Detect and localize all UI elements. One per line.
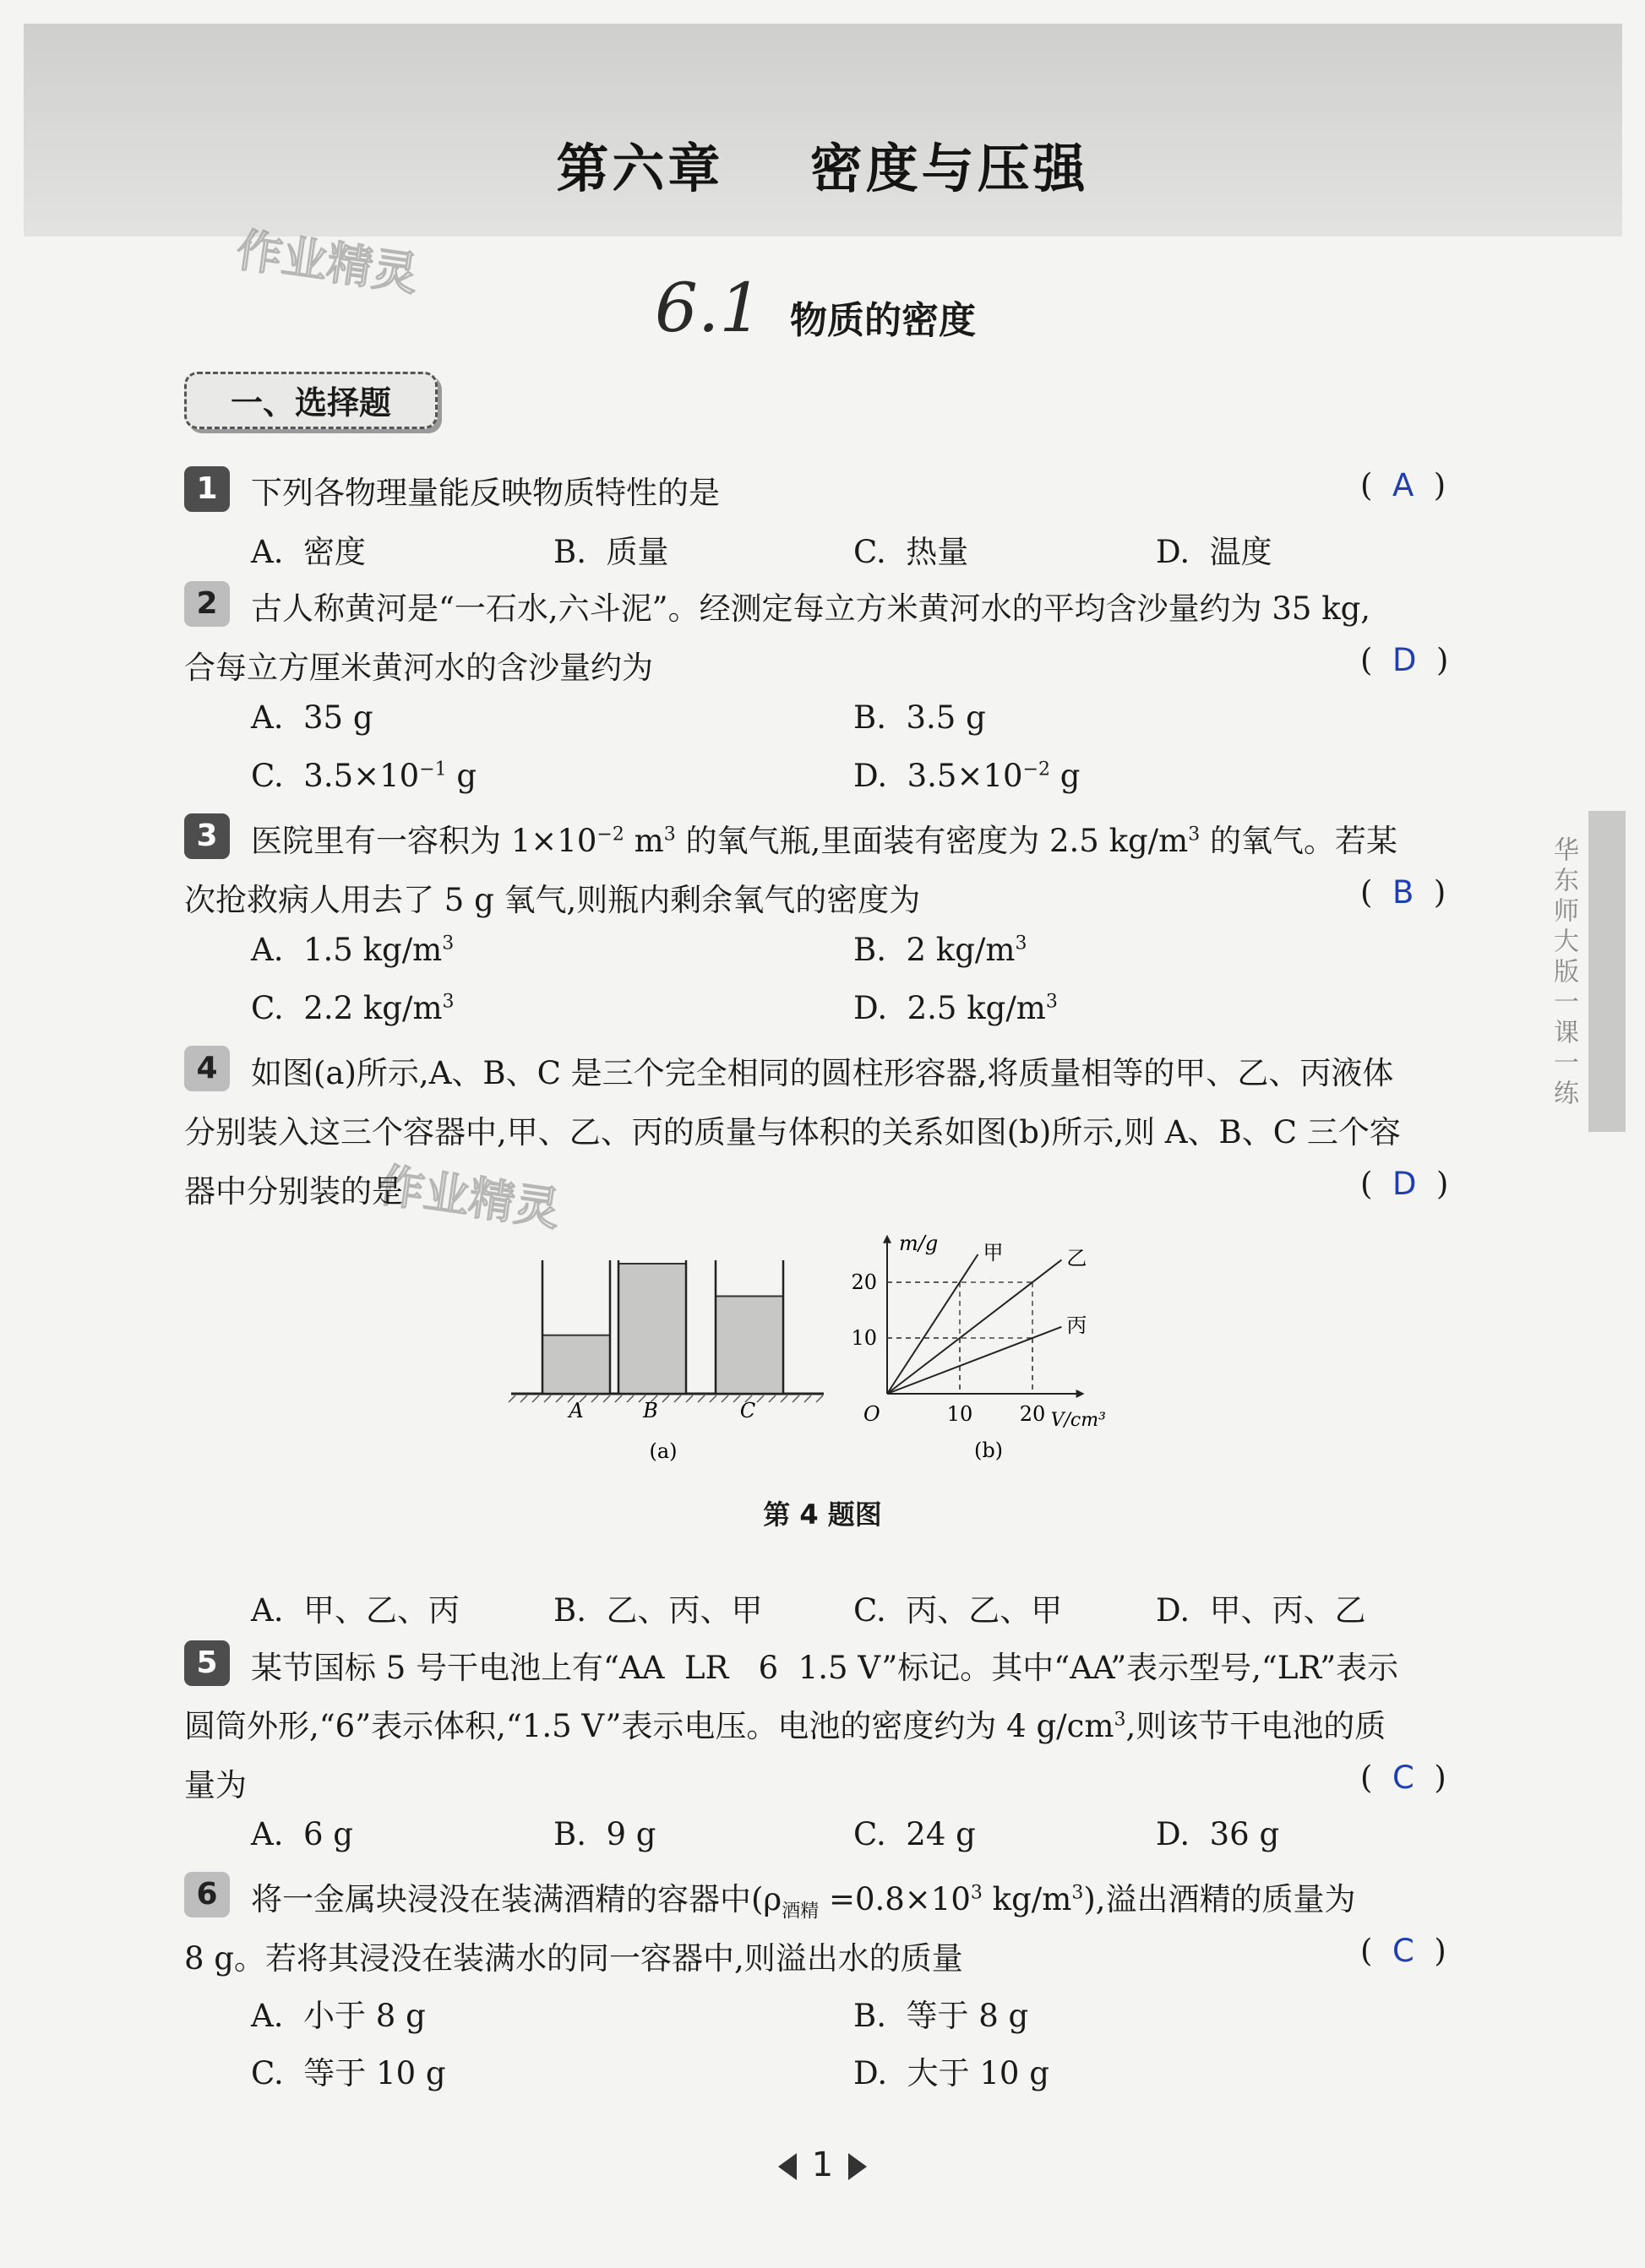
figure-a-containers: [507, 1250, 828, 1470]
hatch-mark: [544, 1395, 551, 1402]
figure-b-label: (b): [973, 1439, 1004, 1462]
answer: ( A ): [1360, 467, 1446, 503]
figure-b-chart: [836, 1216, 1157, 1470]
question-text: 圆筒外形,“6”表示体积,“1.5 V”表示电压。电池的密度约为 4 $g/cm^3$,则该节干电池的质: [184, 1708, 1386, 1744]
question-text: 次抢救病人用去了 5 g 氧气,则瓶内剩余氧气的密度为: [184, 882, 921, 918]
section-number: 6.1: [655, 269, 763, 347]
chart-series: [887, 1254, 1061, 1394]
series-label: 乙: [1066, 1246, 1087, 1270]
container-label: A: [569, 1399, 584, 1422]
hatch-mark: [627, 1395, 634, 1402]
y-axis-arrow: [883, 1235, 891, 1243]
hatch-mark: [686, 1395, 693, 1402]
answer: ( D ): [1360, 642, 1449, 678]
liquid-fill: [542, 1335, 610, 1394]
chapter-title: 第六章 密度与压强: [556, 138, 1089, 199]
option: C. 等于 10 g: [251, 2055, 446, 2091]
hatch-mark: [556, 1395, 563, 1402]
answer: ( D ): [1360, 1166, 1449, 1202]
option: D. 大于 10 g: [853, 2055, 1049, 2091]
question-number: 1: [184, 466, 230, 512]
option: B. 等于 8 g: [853, 1998, 1029, 2034]
y-tick-label: 20: [851, 1270, 877, 1294]
option: D. 温度: [1156, 534, 1272, 570]
hatch-mark: [603, 1395, 610, 1402]
question-text: 量为: [184, 1767, 247, 1803]
question-number: 2: [184, 581, 230, 627]
option: B. 9 g: [553, 1816, 656, 1852]
hatch-mark: [722, 1395, 728, 1402]
option: C. $3.5\times 10^{-1}$ g: [251, 758, 477, 794]
option: C. 热量: [853, 534, 969, 570]
option: C. 2.2 $kg/m^3$: [251, 990, 455, 1026]
hatch-mark: [757, 1395, 764, 1402]
hatch-mark: [804, 1395, 811, 1402]
question-text: 合每立方厘米黄河水的含沙量约为: [184, 650, 653, 686]
question-text: 下列各物理量能反映物质特性的是: [251, 475, 720, 511]
option: B. 3.5 g: [853, 699, 986, 736]
question-number: 5: [184, 1640, 230, 1686]
x-axis-arrow: [1076, 1390, 1085, 1398]
watermark: 作业精灵: [233, 223, 422, 302]
option: A. 密度: [251, 534, 367, 570]
side-label: 华东师大版一课一练: [1549, 836, 1578, 1110]
answer-letter: D: [1392, 642, 1417, 678]
answer-letter: A: [1392, 467, 1414, 503]
question-text: 分别装入这三个容器中,甲、乙、丙的质量与体积的关系如图(b)所示,则 A、B、C 三个容: [184, 1114, 1401, 1150]
option: A. 甲、乙、丙: [251, 1592, 460, 1629]
option: A. 小于 8 g: [251, 1998, 426, 2034]
hatch-mark: [674, 1395, 681, 1402]
question-text: 古人称黄河是“一石水,六斗泥”。经测定每立方米黄河水的平均含沙量约为 35 kg,: [251, 590, 1371, 627]
page-footer: [0, 2146, 1645, 2184]
side-tab: [1588, 811, 1626, 1132]
answer-letter: C: [1392, 1933, 1414, 1969]
question-text: 医院里有一容积为 $1\times 10^{-2}$ $m^3$ 的氧气瓶,里面装有密度为 2.5 $kg/m^3$ 的氧气。若某: [251, 823, 1397, 859]
part-title: 一、选择题: [184, 372, 438, 429]
containers-group: [542, 1260, 783, 1394]
answer: ( C ): [1360, 1759, 1446, 1796]
option: A. 35 g: [251, 699, 373, 736]
answer: ( B ): [1360, 874, 1446, 911]
hatch-mark: [698, 1395, 705, 1402]
question-text: 某节国标 5 号干电池上有“AA LR 6 1.5 V”标记。其中“AA”表示型号,“LR”表示: [251, 1650, 1399, 1686]
liquid-fill: [618, 1264, 686, 1394]
question-number: 3: [184, 813, 230, 859]
answer-letter: D: [1392, 1166, 1417, 1202]
hatch-mark: [520, 1395, 527, 1402]
hatch-mark: [615, 1395, 622, 1402]
section-title: 物质的密度: [790, 299, 976, 342]
next-page-icon: [848, 2153, 867, 2180]
hatch-mark: [591, 1395, 598, 1402]
question-text: 器中分别装的是: [184, 1173, 403, 1210]
hatch-mark: [532, 1395, 539, 1402]
option: D. 36 g: [1156, 1816, 1280, 1852]
hatch-mark: [733, 1395, 740, 1402]
prev-page-icon: [778, 2153, 797, 2180]
hatch-mark: [816, 1395, 823, 1402]
x-tick-label: 10: [946, 1402, 973, 1426]
option: A. 1.5 $kg/m^3$: [251, 932, 455, 968]
hatch-mark: [781, 1395, 787, 1402]
liquid-fill: [716, 1297, 783, 1395]
x-tick-label: 20: [1019, 1402, 1046, 1426]
option: C. 24 g: [853, 1816, 976, 1852]
container-label: B: [643, 1399, 658, 1422]
hatch-mark: [662, 1395, 669, 1402]
question-text: 8 g。若将其浸没在装满水的同一容器中,则溢出水的质量: [184, 1940, 963, 1977]
hatch-mark: [769, 1395, 776, 1402]
option: B. 乙、丙、甲: [553, 1592, 763, 1629]
figure-caption: 第 4 题图: [763, 1498, 882, 1531]
question-text: 将一金属块浸没在装满酒精的容器中($\rho_{酒精} =0.8\times 10^3$ $kg/m^3$),溢出酒精的质量为: [251, 1881, 1356, 1923]
hatch-mark: [793, 1395, 799, 1402]
option: D. 2.5 $kg/m^3$: [853, 990, 1058, 1026]
answer-letter: B: [1392, 874, 1414, 911]
page-number: 1: [811, 2146, 834, 2184]
container-label: C: [739, 1399, 756, 1422]
question-number: 4: [184, 1046, 230, 1091]
series-label: 丙: [1066, 1313, 1087, 1337]
answer-letter: C: [1392, 1759, 1414, 1796]
series-label: 甲: [983, 1241, 1004, 1265]
option: A. 6 g: [251, 1816, 353, 1852]
option: D. 甲、丙、乙: [1156, 1592, 1366, 1629]
series-line: [887, 1254, 978, 1394]
answer: ( C ): [1360, 1933, 1446, 1969]
option: C. 丙、乙、甲: [853, 1592, 1063, 1629]
figure-a-label: (a): [649, 1439, 678, 1463]
question-number: 6: [184, 1872, 230, 1917]
ground-hatch: [509, 1395, 823, 1402]
hatch-mark: [710, 1395, 716, 1402]
watermark: 作业精灵: [375, 1158, 564, 1237]
question-text: 如图(a)所示,A、B、C 是三个完全相同的圆柱形容器,将质量相等的甲、乙、丙液体: [251, 1055, 1394, 1091]
option: B. 2 $kg/m^3$: [853, 932, 1027, 968]
option: D. $3.5\times 10^{-2}$ g: [853, 758, 1081, 794]
x-axis-label: V/cm³: [1050, 1410, 1106, 1431]
option: B. 质量: [553, 534, 669, 570]
y-tick-label: 10: [851, 1326, 877, 1350]
origin-label: O: [863, 1402, 880, 1426]
y-axis-label: m/g: [899, 1231, 939, 1255]
series-line: [887, 1327, 1061, 1394]
hatch-mark: [509, 1395, 515, 1402]
series-line: [887, 1260, 1061, 1394]
